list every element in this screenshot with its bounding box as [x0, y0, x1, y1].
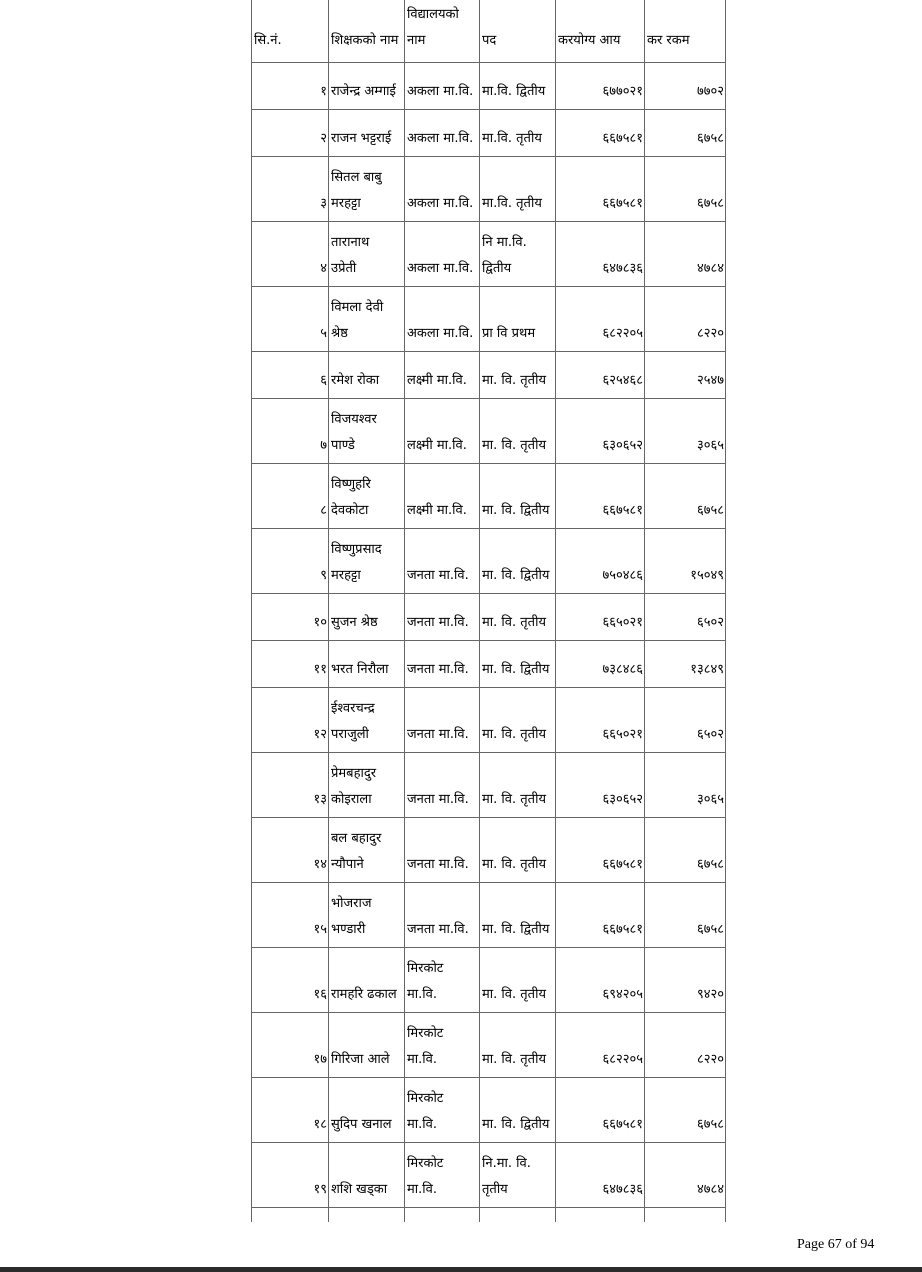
cell-tax-amount: ६७५८ — [696, 196, 724, 211]
cell-post: मा. वि. तृतीय — [480, 352, 556, 398]
cell-teacher-name: तारानाथ उप्रेती — [329, 222, 405, 286]
cell-school-name: अकला मा.वि. — [405, 157, 480, 221]
cell-post: मा. वि. तृतीय — [480, 594, 556, 640]
cell-tax-amount: ४७८४ — [696, 261, 724, 276]
cell-school-name: मिरकोट मा.वि. — [405, 1078, 480, 1142]
cell-sn: १५ — [252, 883, 329, 947]
cell-post: मा. वि. तृतीय — [480, 753, 556, 817]
cell-school-name: जनता मा.वि. — [405, 529, 480, 593]
cell-school-name: जनता मा.वि. — [405, 641, 480, 687]
cell-taxable-income: ६२५४६८ — [556, 352, 645, 398]
cell-sn: १९ — [252, 1143, 329, 1207]
cell-teacher-name: भरत निरौला — [329, 641, 405, 687]
cell-tax-amount: १५०४९ — [690, 568, 724, 583]
cell-post: मा.वि. तृतीय — [480, 157, 556, 221]
cell-taxable-income: ६८२२०५ — [556, 1013, 645, 1077]
cell-school-name: जनता मा.वि. — [405, 688, 480, 752]
cell-teacher-name: राजन भट्टराई — [329, 110, 405, 156]
cell-taxable-income: ७३८४८६ — [556, 641, 645, 687]
empty-cell — [480, 1208, 556, 1222]
cell-taxable-income: ६६७५८१ — [556, 818, 645, 882]
cell-school-name: अकला मा.वि. — [405, 110, 480, 156]
table-row-partial — [252, 1208, 725, 1222]
cell-post: मा.वि. द्वितीय — [480, 63, 556, 109]
cell-tax-amount: ६७५८ — [696, 1117, 724, 1132]
cell-sn: ९ — [252, 529, 329, 593]
cell-tax-amount: ३०६५ — [696, 792, 724, 807]
cell-taxable-income: ६३०६५२ — [556, 753, 645, 817]
cell-sn: ४ — [252, 222, 329, 286]
cell-sn: ११ — [252, 641, 329, 687]
cell-post: मा. वि. द्वितीय — [480, 464, 556, 528]
empty-cell — [645, 1208, 725, 1222]
cell-teacher-name: रामहरि ढकाल — [329, 948, 405, 1012]
table-row — [252, 818, 725, 883]
header-teacher-name: शिक्षकको नाम — [329, 0, 405, 62]
cell-school-name: अकला मा.वि. — [405, 222, 480, 286]
header-taxable-income: करयोग्य आय — [556, 0, 645, 62]
cell-tax-amount: १३८४९ — [690, 662, 724, 677]
cell-tax-amount: ७७०२ — [696, 84, 724, 99]
cell-post: मा. वि. तृतीय — [480, 818, 556, 882]
header-post: पद — [480, 0, 556, 62]
cell-sn: १७ — [252, 1013, 329, 1077]
table-row — [252, 948, 725, 1013]
cell-taxable-income: ६४७८३६ — [556, 1143, 645, 1207]
empty-cell — [252, 1208, 329, 1222]
cell-tax-amount: ८२२० — [696, 326, 724, 341]
bottom-rule — [0, 1267, 922, 1272]
cell-sn: ५ — [252, 287, 329, 351]
cell-teacher-name: विष्णुहरि देवकोटा — [329, 464, 405, 528]
cell-post: मा. वि. तृतीय — [480, 1013, 556, 1077]
cell-teacher-name: सुदिप खनाल — [329, 1078, 405, 1142]
table-row — [252, 110, 725, 157]
cell-teacher-name: भोजराज भण्डारी — [329, 883, 405, 947]
cell-school-name: लक्ष्मी मा.वि. — [405, 399, 480, 463]
cell-sn: १६ — [252, 948, 329, 1012]
cell-taxable-income: ६६७५८१ — [556, 883, 645, 947]
header-sn: सि.नं. — [252, 0, 329, 62]
cell-taxable-income: ६६७५८१ — [556, 157, 645, 221]
cell-school-name: मिरकोट मा.वि. — [405, 948, 480, 1012]
cell-sn: १४ — [252, 818, 329, 882]
cell-taxable-income: ६३०६५२ — [556, 399, 645, 463]
page-number: Page 67 of 94 — [797, 1237, 875, 1252]
table-row — [252, 753, 725, 818]
cell-sn: ३ — [252, 157, 329, 221]
cell-post: मा.वि. तृतीय — [480, 110, 556, 156]
cell-teacher-name: विष्णुप्रसाद मरहट्टा — [329, 529, 405, 593]
cell-teacher-name: बल बहादुर न्यौपाने — [329, 818, 405, 882]
cell-teacher-name: सुजन श्रेष्ठ — [329, 594, 405, 640]
cell-post: मा. वि. द्वितीय — [480, 1078, 556, 1142]
table-row — [252, 594, 725, 641]
empty-cell — [405, 1208, 480, 1222]
cell-tax-amount: ६७५८ — [696, 922, 724, 937]
cell-sn: ७ — [252, 399, 329, 463]
cell-teacher-name: ईश्वरचन्द्र पराजुली — [329, 688, 405, 752]
table-header-row — [252, 0, 725, 63]
cell-post: मा. वि. द्वितीय — [480, 641, 556, 687]
cell-tax-amount: ४७८४ — [696, 1182, 724, 1197]
cell-post: मा. वि. द्वितीय — [480, 883, 556, 947]
cell-tax-amount: ६५०२ — [696, 615, 724, 630]
cell-taxable-income: ७५०४८६ — [556, 529, 645, 593]
table-row — [252, 688, 725, 753]
table-row — [252, 1143, 725, 1208]
cell-post: मा. वि. तृतीय — [480, 399, 556, 463]
cell-tax-amount: ८२२० — [696, 1052, 724, 1067]
cell-post: मा. वि. तृतीय — [480, 948, 556, 1012]
cell-teacher-name: सितल बाबु मरहट्टा — [329, 157, 405, 221]
table-row — [252, 1078, 725, 1143]
table-row — [252, 352, 725, 399]
cell-taxable-income: ६८२२०५ — [556, 287, 645, 351]
table-row — [252, 63, 725, 110]
cell-school-name: मिरकोट मा.वि. — [405, 1013, 480, 1077]
table-row — [252, 399, 725, 464]
cell-sn: ६ — [252, 352, 329, 398]
cell-teacher-name: राजेन्द्र अम्गाई — [329, 63, 405, 109]
cell-taxable-income: ६६५०२१ — [556, 688, 645, 752]
cell-sn: १३ — [252, 753, 329, 817]
cell-school-name: अकला मा.वि. — [405, 63, 480, 109]
cell-teacher-name: रमेश रोका — [329, 352, 405, 398]
table-row — [252, 529, 725, 594]
cell-sn: १० — [252, 594, 329, 640]
cell-school-name: अकला मा.वि. — [405, 287, 480, 351]
cell-school-name: जनता मा.वि. — [405, 753, 480, 817]
cell-sn: १८ — [252, 1078, 329, 1142]
cell-post: नि मा.वि. द्वितीय — [480, 222, 556, 286]
empty-cell — [329, 1208, 405, 1222]
table-row — [252, 464, 725, 529]
cell-taxable-income: ६६७५८१ — [556, 464, 645, 528]
cell-tax-amount: ९४२० — [696, 987, 724, 1002]
cell-school-name: जनता मा.वि. — [405, 883, 480, 947]
cell-sn: १२ — [252, 688, 329, 752]
table-row — [252, 1013, 725, 1078]
header-school-name: विद्यालयको नाम — [405, 0, 480, 62]
cell-taxable-income: ६७७०२१ — [556, 63, 645, 109]
cell-school-name: मिरकोट मा.वि. — [405, 1143, 480, 1207]
table-row — [252, 157, 725, 222]
table-row — [252, 222, 725, 287]
header-tax-amount: कर रकम — [647, 33, 690, 48]
cell-taxable-income: ६९४२०५ — [556, 948, 645, 1012]
cell-post: मा. वि. द्वितीय — [480, 529, 556, 593]
teacher-tax-table — [251, 0, 726, 1222]
cell-school-name: जनता मा.वि. — [405, 818, 480, 882]
cell-tax-amount: २५४७ — [696, 373, 724, 388]
table-body — [252, 63, 725, 1208]
cell-school-name: जनता मा.वि. — [405, 594, 480, 640]
table-row — [252, 883, 725, 948]
cell-tax-amount: ६७५८ — [696, 503, 724, 518]
table-row — [252, 287, 725, 352]
cell-teacher-name: शशि खड्का — [329, 1143, 405, 1207]
cell-teacher-name: विजयश्वर पाण्डे — [329, 399, 405, 463]
cell-sn: १ — [252, 63, 329, 109]
cell-tax-amount: ६५०२ — [696, 727, 724, 742]
cell-teacher-name: गिरिजा आले — [329, 1013, 405, 1077]
table-row — [252, 641, 725, 688]
cell-tax-amount: ६७५८ — [696, 857, 724, 872]
cell-teacher-name: प्रेमबहादुर कोइराला — [329, 753, 405, 817]
cell-taxable-income: ६४७८३६ — [556, 222, 645, 286]
cell-taxable-income: ६६७५८१ — [556, 110, 645, 156]
cell-tax-amount: ६७५८ — [696, 131, 724, 146]
cell-post: प्रा वि प्रथम — [480, 287, 556, 351]
cell-sn: ८ — [252, 464, 329, 528]
cell-post: नि.मा. वि. तृतीय — [480, 1143, 556, 1207]
empty-cell — [556, 1208, 645, 1222]
cell-school-name: लक्ष्मी मा.वि. — [405, 352, 480, 398]
cell-tax-amount: ३०६५ — [696, 438, 724, 453]
cell-school-name: लक्ष्मी मा.वि. — [405, 464, 480, 528]
cell-teacher-name: विमला देवी श्रेष्ठ — [329, 287, 405, 351]
cell-sn: २ — [252, 110, 329, 156]
cell-taxable-income: ६६७५८१ — [556, 1078, 645, 1142]
cell-taxable-income: ६६५०२१ — [556, 594, 645, 640]
cell-post: मा. वि. तृतीय — [480, 688, 556, 752]
